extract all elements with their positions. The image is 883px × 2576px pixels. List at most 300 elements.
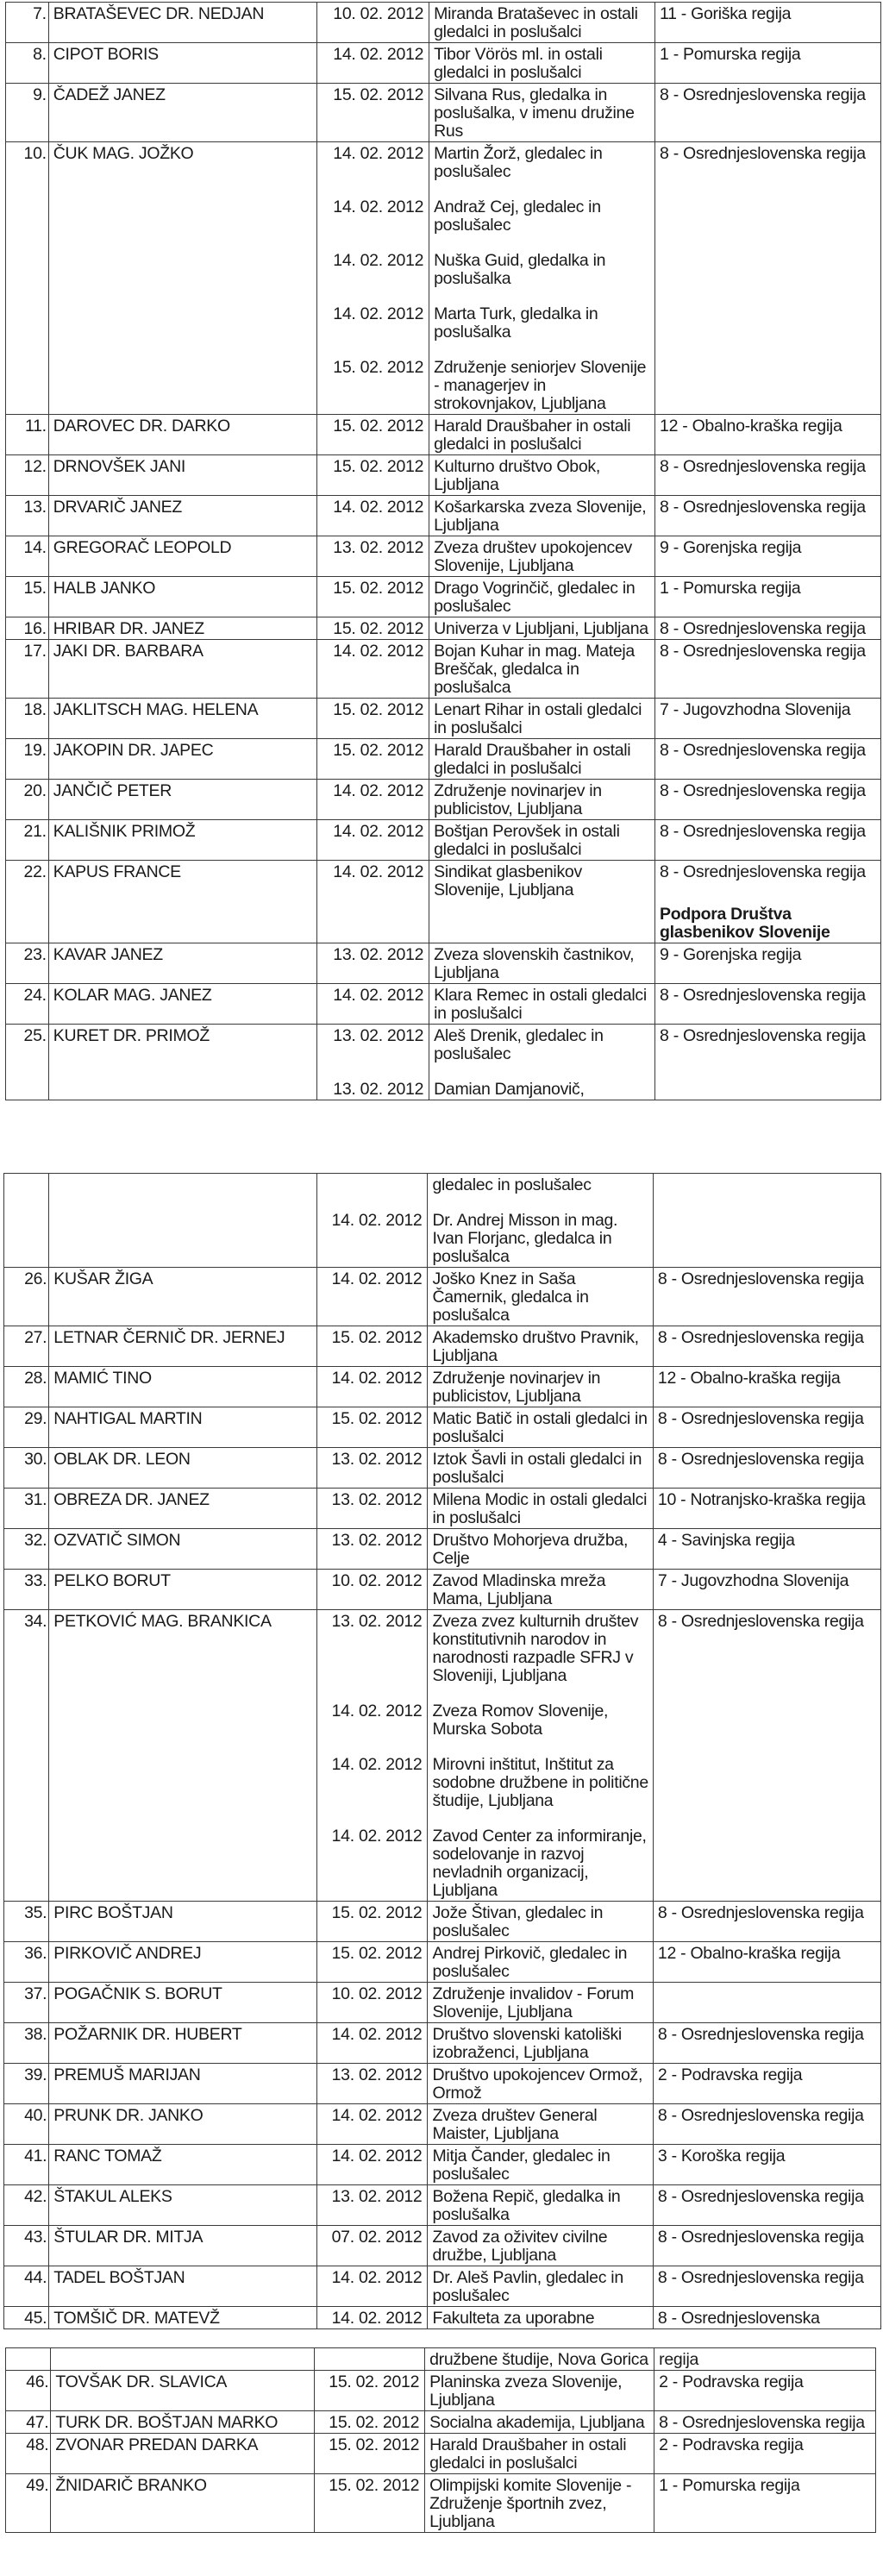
supporter-cell xyxy=(428,1268,653,1326)
supporter-name: Andrej Pirkovič, gledalec in poslušalec xyxy=(432,1944,628,1981)
supporter-cell xyxy=(429,739,655,780)
region-cell xyxy=(655,640,881,699)
submission-date: 14. 02. 2012 xyxy=(333,822,424,841)
candidate-name: ŠTAKUL ALEKS xyxy=(49,2185,317,2226)
supporter-cell xyxy=(429,617,655,640)
supporter-name: Damian Damjanovič, xyxy=(434,1080,585,1099)
supporter-name: Miranda Brataševec in ostali gledalci in poslušalci xyxy=(434,4,638,41)
table-row xyxy=(6,84,881,142)
supporter-name: Društvo Mohorjeva družba, Celje xyxy=(432,1531,629,1568)
supporter-cell xyxy=(428,1174,653,1268)
region-cell xyxy=(655,780,881,820)
submission-date: 14. 02. 2012 xyxy=(333,498,424,517)
supporter-cell xyxy=(428,2185,653,2226)
row-number: 20. xyxy=(6,780,49,820)
candidate-name: PRUNK DR. JANKO xyxy=(49,2104,317,2145)
supporter-name: Zveza zvez kulturnih društev konstitutivnih narodov in narodnosti razpadle SFRJ v Sloveniji, Ljubljana xyxy=(432,1612,639,1685)
submission-date: 14. 02. 2012 xyxy=(333,781,424,800)
region-label: 8 - Osrednjeslovenska regija xyxy=(657,2025,864,2044)
date-cell xyxy=(317,84,429,142)
supporter-name: Klara Remec in ostali gledalci in poslušalci xyxy=(434,986,647,1023)
region-label: 8 - Osrednjeslovenska regija xyxy=(660,986,866,1005)
supporter-cell xyxy=(428,2023,653,2064)
region-label: 2 - Podravska regija xyxy=(659,2372,804,2391)
table-fragment-2 xyxy=(3,1173,881,2329)
row-number: 25. xyxy=(6,1025,49,1100)
submission-date: 14. 02. 2012 xyxy=(333,45,424,64)
supporter-cell xyxy=(428,1448,653,1489)
candidate-name: GREGORAČ LEOPOLD xyxy=(48,536,317,577)
table-row xyxy=(6,640,881,699)
table-fragment-3 xyxy=(5,2347,876,2533)
supporter-name: Harald Draušbaher in ostali gledalci in poslušalci xyxy=(429,2435,627,2473)
table-row xyxy=(6,2411,876,2434)
table-row xyxy=(4,2226,881,2266)
date-cell xyxy=(317,2185,428,2226)
supporter-cell xyxy=(429,496,655,536)
region-label: 8 - Osrednjeslovenska regija xyxy=(660,822,866,841)
supporter-cell xyxy=(428,2307,653,2329)
submission-date: 15. 02. 2012 xyxy=(329,2413,420,2432)
date-cell xyxy=(317,142,429,415)
table-row xyxy=(4,2023,881,2064)
row-number: 19. xyxy=(6,739,49,780)
candidate-name: JANČIČ PETER xyxy=(48,780,317,820)
submission-date: 14. 02. 2012 xyxy=(331,2309,423,2328)
table-row xyxy=(4,1407,881,1448)
supporter-name: Matic Batič in ostali gledalci in poslušalci xyxy=(432,1409,648,1446)
supporter-name: Univerza v Ljubljani, Ljubljana xyxy=(434,619,648,638)
supporter-cell xyxy=(428,1570,653,1610)
date-cell xyxy=(317,1983,428,2023)
supporter-cell xyxy=(429,577,655,617)
region-label: 8 - Osrednjeslovenska regija xyxy=(660,642,866,661)
supporter-name: Kulturno društvo Obok, Ljubljana xyxy=(434,457,600,494)
supporter-name: Združenje invalidov - Forum Slovenije, Ljubljana xyxy=(432,1984,635,2021)
row-number: 18. xyxy=(6,699,49,739)
row-number: 42. xyxy=(4,2185,49,2226)
supporter-cell xyxy=(429,984,655,1025)
row-number: 33. xyxy=(4,1570,49,1610)
region-cell xyxy=(653,1610,880,1902)
supporter-name: Zveza slovenskih častnikov, Ljubljana xyxy=(434,945,635,982)
table-row xyxy=(4,1489,881,1529)
region-label: 1 - Pomurska regija xyxy=(660,45,801,64)
candidate-name: OBLAK DR. LEON xyxy=(49,1448,317,1489)
region-cell xyxy=(653,1983,880,2023)
supporter-cell xyxy=(428,1610,653,1902)
table-row xyxy=(6,861,881,943)
region-cell xyxy=(653,2226,880,2266)
date-cell xyxy=(317,2266,428,2307)
table-row xyxy=(6,142,881,415)
row-number: 46. xyxy=(6,2371,51,2411)
submission-date: 14. 02. 2012 xyxy=(331,2268,423,2287)
row-number: 36. xyxy=(4,1942,49,1983)
submission-date: 15. 02. 2012 xyxy=(331,1328,423,1347)
supporter-cell xyxy=(428,2145,653,2185)
submission-date: 15. 02. 2012 xyxy=(333,457,424,476)
date-cell xyxy=(314,2348,424,2371)
row-number: 35. xyxy=(4,1902,49,1942)
submission-date: 15. 02. 2012 xyxy=(333,358,424,377)
supporter-name: Nuška Guid, gledalka in poslušalka xyxy=(434,251,606,288)
row-number: 31. xyxy=(4,1489,49,1529)
date-cell xyxy=(317,617,429,640)
supporter-name: Tibor Vörös ml. in ostali gledalci in poslušalci xyxy=(434,45,603,82)
candidate-name: ČUK MAG. JOŽKO xyxy=(48,142,317,415)
supporter-cell xyxy=(425,2371,654,2411)
candidate-name: KURET DR. PRIMOŽ xyxy=(48,1025,317,1100)
supporter-cell xyxy=(428,1902,653,1942)
region-cell xyxy=(653,1489,880,1529)
row-number: 27. xyxy=(4,1326,49,1367)
region-cell xyxy=(653,2266,880,2307)
date-cell xyxy=(317,577,429,617)
submission-date: 15. 02. 2012 xyxy=(331,1409,423,1428)
region-cell xyxy=(655,536,881,577)
submission-date: 15. 02. 2012 xyxy=(333,579,424,598)
submission-date: 13. 02. 2012 xyxy=(331,2187,423,2206)
row-number: 43. xyxy=(4,2226,49,2266)
row-number: 26. xyxy=(4,1268,49,1326)
region-cell xyxy=(654,2474,876,2533)
submission-date: 14. 02. 2012 xyxy=(333,144,424,163)
region-cell xyxy=(653,2064,880,2104)
supporter-name: Lenart Rihar in ostali gledalci in poslušalci xyxy=(434,700,642,737)
table-row xyxy=(4,2145,881,2185)
table-row xyxy=(4,1448,881,1489)
candidate-name: MAMIĆ TINO xyxy=(49,1367,317,1407)
region-label: 3 - Koroška regija xyxy=(657,2147,786,2165)
supporter-name: Joško Knez in Saša Čamernik, gledalca in poslušalca xyxy=(432,1269,589,1325)
supporter-cell xyxy=(429,43,655,84)
row-number: 48. xyxy=(6,2434,51,2474)
candidate-name xyxy=(49,1174,317,1268)
region-label: 8 - Osrednjeslovenska regija xyxy=(657,1450,864,1469)
region-label: 8 - Osrednjeslovenska regija xyxy=(657,1409,864,1428)
submission-date: 15. 02. 2012 xyxy=(331,1903,423,1922)
region-label: 2 - Podravska regija xyxy=(657,2065,803,2084)
region-label: 8 - Osrednjeslovenska regija xyxy=(660,85,866,104)
date-cell xyxy=(314,2434,424,2474)
table-row xyxy=(4,1367,881,1407)
supporter-cell xyxy=(428,1367,653,1407)
supporter-cell xyxy=(428,2064,653,2104)
supporter-name: Milena Modic in ostali gledalci in poslušalci xyxy=(432,1490,648,1527)
region-cell xyxy=(655,84,881,142)
region-support-note: Podpora Društva glasbenikov Slovenije xyxy=(660,905,830,942)
date-cell xyxy=(317,2145,428,2185)
row-number: 12. xyxy=(6,455,49,496)
date-cell xyxy=(317,780,429,820)
region-cell xyxy=(653,1174,880,1268)
region-cell xyxy=(655,577,881,617)
region-cell xyxy=(654,2411,876,2434)
supporter-cell xyxy=(429,3,655,43)
submission-date: 14. 02. 2012 xyxy=(331,1827,423,1846)
table-row xyxy=(4,2307,881,2329)
region-label: 8 - Osrednjeslovenska regija xyxy=(657,2268,864,2287)
region-cell xyxy=(653,2023,880,2064)
supporter-name: Sindikat glasbenikov Slovenije, Ljubljana xyxy=(434,862,582,899)
region-label: 8 - Osrednjeslovenska regija xyxy=(660,144,866,163)
date-cell xyxy=(317,2226,428,2266)
candidate-name: TOMŠIČ DR. MATEVŽ xyxy=(49,2307,317,2329)
candidate-name: RANC TOMAŽ xyxy=(49,2145,317,2185)
submission-date: 15. 02. 2012 xyxy=(333,85,424,104)
supporter-cell xyxy=(428,1983,653,2023)
submission-date: 10. 02. 2012 xyxy=(333,4,424,23)
region-cell xyxy=(653,2185,880,2226)
candidate-name: PELKO BORUT xyxy=(49,1570,317,1610)
candidate-name: ŠTULAR DR. MITJA xyxy=(49,2226,317,2266)
supporter-name: Zveza Romov Slovenije, Murska Sobota xyxy=(432,1702,609,1739)
candidate-name: CIPOT BORIS xyxy=(48,43,317,84)
supporter-cell xyxy=(429,640,655,699)
candidate-name: BRATAŠEVEC DR. NEDJAN xyxy=(48,3,317,43)
region-label: 12 - Obalno-kraška regija xyxy=(657,1369,841,1388)
supporter-cell xyxy=(428,2226,653,2266)
supporter-cell xyxy=(428,1942,653,1983)
region-cell xyxy=(653,2145,880,2185)
candidate-name: POGAČNIK S. BORUT xyxy=(49,1983,317,2023)
row-number: 7. xyxy=(6,3,49,43)
submission-date: 14. 02. 2012 xyxy=(333,986,424,1005)
row-number: 22. xyxy=(6,861,49,943)
table-row xyxy=(6,415,881,455)
table-row xyxy=(6,820,881,861)
table-row xyxy=(6,617,881,640)
table-row xyxy=(4,2266,881,2307)
submission-date: 13. 02. 2012 xyxy=(333,538,424,557)
submission-date: 14. 02. 2012 xyxy=(331,1755,423,1774)
date-cell xyxy=(317,640,429,699)
candidate-table xyxy=(5,2347,876,2533)
candidate-name: KUŠAR ŽIGA xyxy=(49,1268,317,1326)
table-row xyxy=(4,1902,881,1942)
candidate-name: PIRKOVIČ ANDREJ xyxy=(49,1942,317,1983)
submission-date: 13. 02. 2012 xyxy=(333,1080,424,1099)
candidate-name: TOVŠAK DR. SLAVICA xyxy=(51,2371,314,2411)
supporter-name: Zavod za oživitev civilne družbe, Ljubljana xyxy=(432,2228,608,2265)
supporter-name: družbene študije, Nova Gorica xyxy=(429,2350,648,2369)
table-row xyxy=(6,739,881,780)
row-number: 47. xyxy=(6,2411,51,2434)
supporter-cell xyxy=(429,780,655,820)
candidate-name: KALIŠNIK PRIMOŽ xyxy=(48,820,317,861)
candidate-name: PIRC BOŠTJAN xyxy=(49,1902,317,1942)
row-number: 10. xyxy=(6,142,49,415)
submission-date: 14. 02. 2012 xyxy=(333,197,424,216)
date-cell xyxy=(317,1025,429,1100)
supporter-cell xyxy=(425,2411,654,2434)
supporter-cell xyxy=(428,2266,653,2307)
candidate-name: TURK DR. BOŠTJAN MARKO xyxy=(51,2411,314,2434)
region-cell xyxy=(653,1407,880,1448)
candidate-name: KAPUS FRANCE xyxy=(48,861,317,943)
region-cell xyxy=(655,142,881,415)
submission-date: 15. 02. 2012 xyxy=(329,2435,420,2454)
row-number: 44. xyxy=(4,2266,49,2307)
date-cell xyxy=(317,496,429,536)
submission-date: 15. 02. 2012 xyxy=(329,2372,420,2391)
table-row xyxy=(4,1942,881,1983)
table-row xyxy=(4,1983,881,2023)
region-label: 8 - Osrednjeslovenska regija xyxy=(660,741,866,760)
table-row xyxy=(6,2348,876,2371)
region-cell xyxy=(653,1326,880,1367)
submission-date: 14. 02. 2012 xyxy=(331,2025,423,2044)
supporter-name: Jože Štivan, gledalec in poslušalec xyxy=(432,1903,604,1940)
supporter-name: Zveza društev General Maister, Ljubljana xyxy=(432,2106,598,2143)
date-cell xyxy=(317,3,429,43)
candidate-name xyxy=(51,2348,314,2371)
region-label: 10 - Notranjsko-kraška regija xyxy=(657,1490,866,1509)
submission-date: 14. 02. 2012 xyxy=(331,2147,423,2165)
region-label: 9 - Gorenjska regija xyxy=(660,538,802,557)
region-cell xyxy=(655,617,881,640)
candidate-table xyxy=(3,1173,881,2329)
submission-date: 13. 02. 2012 xyxy=(331,1531,423,1550)
date-cell xyxy=(317,1942,428,1983)
candidate-name: DRVARIČ JANEZ xyxy=(48,496,317,536)
submission-date xyxy=(319,2351,419,2369)
submission-date: 15. 02. 2012 xyxy=(333,417,424,436)
table-row xyxy=(6,536,881,577)
candidate-name: NAHTIGAL MARTIN xyxy=(49,1407,317,1448)
region-label: 8 - Osrednjeslovenska regija xyxy=(660,781,866,800)
row-number: 34. xyxy=(4,1610,49,1902)
supporter-name: Aleš Drenik, gledalec in poslušalec xyxy=(434,1026,604,1063)
region-label: 8 - Osrednjeslovenska xyxy=(657,2309,820,2328)
supporter-name: Košarkarska zveza Slovenije, Ljubljana xyxy=(434,498,647,535)
supporter-name: Zveza društev upokojencev Slovenije, Ljubljana xyxy=(434,538,633,575)
submission-date: 14. 02. 2012 xyxy=(331,2106,423,2125)
region-cell xyxy=(655,739,881,780)
supporter-cell xyxy=(429,84,655,142)
submission-date: 13. 02. 2012 xyxy=(333,945,424,964)
date-cell xyxy=(317,1407,428,1448)
region-cell xyxy=(655,861,881,943)
row-number: 24. xyxy=(6,984,49,1025)
region-label: 7 - Jugovzhodna Slovenija xyxy=(657,1571,849,1590)
region-label: 11 - Goriška regija xyxy=(660,4,792,23)
row-number: 14. xyxy=(6,536,49,577)
supporter-name: Zavod Mladinska mreža Mama, Ljubljana xyxy=(432,1571,606,1608)
region-label: 8 - Osrednjeslovenska regija xyxy=(660,457,866,476)
supporter-name: Harald Draušbaher in ostali gledalci in poslušalci xyxy=(434,741,631,778)
table-row xyxy=(6,2371,876,2411)
supporter-cell xyxy=(428,2104,653,2145)
row-number: 15. xyxy=(6,577,49,617)
region-label: 7 - Jugovzhodna Slovenija xyxy=(660,700,851,719)
submission-date: 14. 02. 2012 xyxy=(333,642,424,661)
region-label: 8 - Osrednjeslovenska regija xyxy=(657,2187,864,2206)
region-label: 8 - Osrednjeslovenska regija xyxy=(660,862,866,881)
candidate-name: JAKOPIN DR. JAPEC xyxy=(48,739,317,780)
supporter-name: Mitja Čander, gledalec in poslušalec xyxy=(432,2147,611,2184)
table-row xyxy=(6,3,881,43)
row-number: 28. xyxy=(4,1367,49,1407)
region-label: 8 - Osrednjeslovenska regija xyxy=(660,498,866,517)
supporter-name: Akademsko društvo Pravnik, Ljubljana xyxy=(432,1328,639,1365)
row-number: 17. xyxy=(6,640,49,699)
region-label: 1 - Pomurska regija xyxy=(659,2476,800,2495)
date-cell xyxy=(317,943,429,984)
supporter-name: Združenje novinarjev in publicistov, Ljubljana xyxy=(434,781,602,818)
supporter-name: Božena Repič, gledalka in poslušalka xyxy=(432,2187,621,2224)
candidate-name: PETKOVIĆ MAG. BRANKICA xyxy=(49,1610,317,1902)
supporter-name: Marta Turk, gledalka in poslušalka xyxy=(434,304,598,342)
region-label: 8 - Osrednjeslovenska regija xyxy=(657,1328,864,1347)
date-cell xyxy=(317,536,429,577)
row-number: 23. xyxy=(6,943,49,984)
region-cell xyxy=(655,699,881,739)
row-number xyxy=(4,1174,49,1268)
date-cell xyxy=(317,2307,428,2329)
submission-date xyxy=(322,1176,422,1194)
table-row xyxy=(4,2104,881,2145)
region-label: 12 - Obalno-kraška regija xyxy=(660,417,842,436)
table-row xyxy=(4,2185,881,2226)
region-label: 8 - Osrednjeslovenska regija xyxy=(657,2106,864,2125)
date-cell xyxy=(317,415,429,455)
supporter-cell xyxy=(425,2348,654,2371)
supporter-cell xyxy=(429,820,655,861)
region-label: 9 - Gorenjska regija xyxy=(660,945,802,964)
supporter-name: gledalec in poslušalec xyxy=(432,1175,592,1194)
region-cell xyxy=(653,1902,880,1942)
table-row xyxy=(4,2064,881,2104)
submission-date: 14. 02. 2012 xyxy=(331,1702,423,1720)
region-label: 8 - Osrednjeslovenska regija xyxy=(660,1026,866,1045)
region-cell xyxy=(653,2307,880,2329)
region-label: 2 - Podravska regija xyxy=(659,2435,804,2454)
candidate-table xyxy=(5,2,881,1100)
region-cell xyxy=(655,496,881,536)
region-label: 4 - Savinjska regija xyxy=(657,1531,795,1550)
row-number: 32. xyxy=(4,1529,49,1570)
region-cell xyxy=(655,43,881,84)
region-cell xyxy=(655,3,881,43)
submission-date: 14. 02. 2012 xyxy=(333,862,424,881)
supporter-cell xyxy=(429,536,655,577)
candidate-name: PREMUŠ MARIJAN xyxy=(49,2064,317,2104)
candidate-name: ZVONAR PREDAN DARKA xyxy=(51,2434,314,2474)
candidate-name: KOLAR MAG. JANEZ xyxy=(48,984,317,1025)
region-label: 12 - Obalno-kraška regija xyxy=(657,1944,841,1963)
row-number xyxy=(6,2348,51,2371)
row-number: 45. xyxy=(4,2307,49,2329)
supporter-name: Društvo upokojencev Ormož, Ormož xyxy=(432,2065,643,2103)
date-cell xyxy=(317,1570,428,1610)
submission-date: 15. 02. 2012 xyxy=(331,1944,423,1963)
supporter-cell xyxy=(428,1529,653,1570)
date-cell xyxy=(317,1174,428,1268)
date-cell xyxy=(314,2371,424,2411)
date-cell xyxy=(317,2023,428,2064)
region-cell xyxy=(655,415,881,455)
supporter-name: Planinska zveza Slovenije, Ljubljana xyxy=(429,2372,623,2410)
table-row xyxy=(6,780,881,820)
date-cell xyxy=(317,2064,428,2104)
submission-date: 13. 02. 2012 xyxy=(331,2065,423,2084)
supporter-cell xyxy=(429,861,655,943)
date-cell xyxy=(317,1448,428,1489)
row-number: 41. xyxy=(4,2145,49,2185)
supporter-name: Zavod Center za informiranje, sodelovanje in razvoj nevladnih organizacij, Ljubljana xyxy=(432,1827,647,1900)
